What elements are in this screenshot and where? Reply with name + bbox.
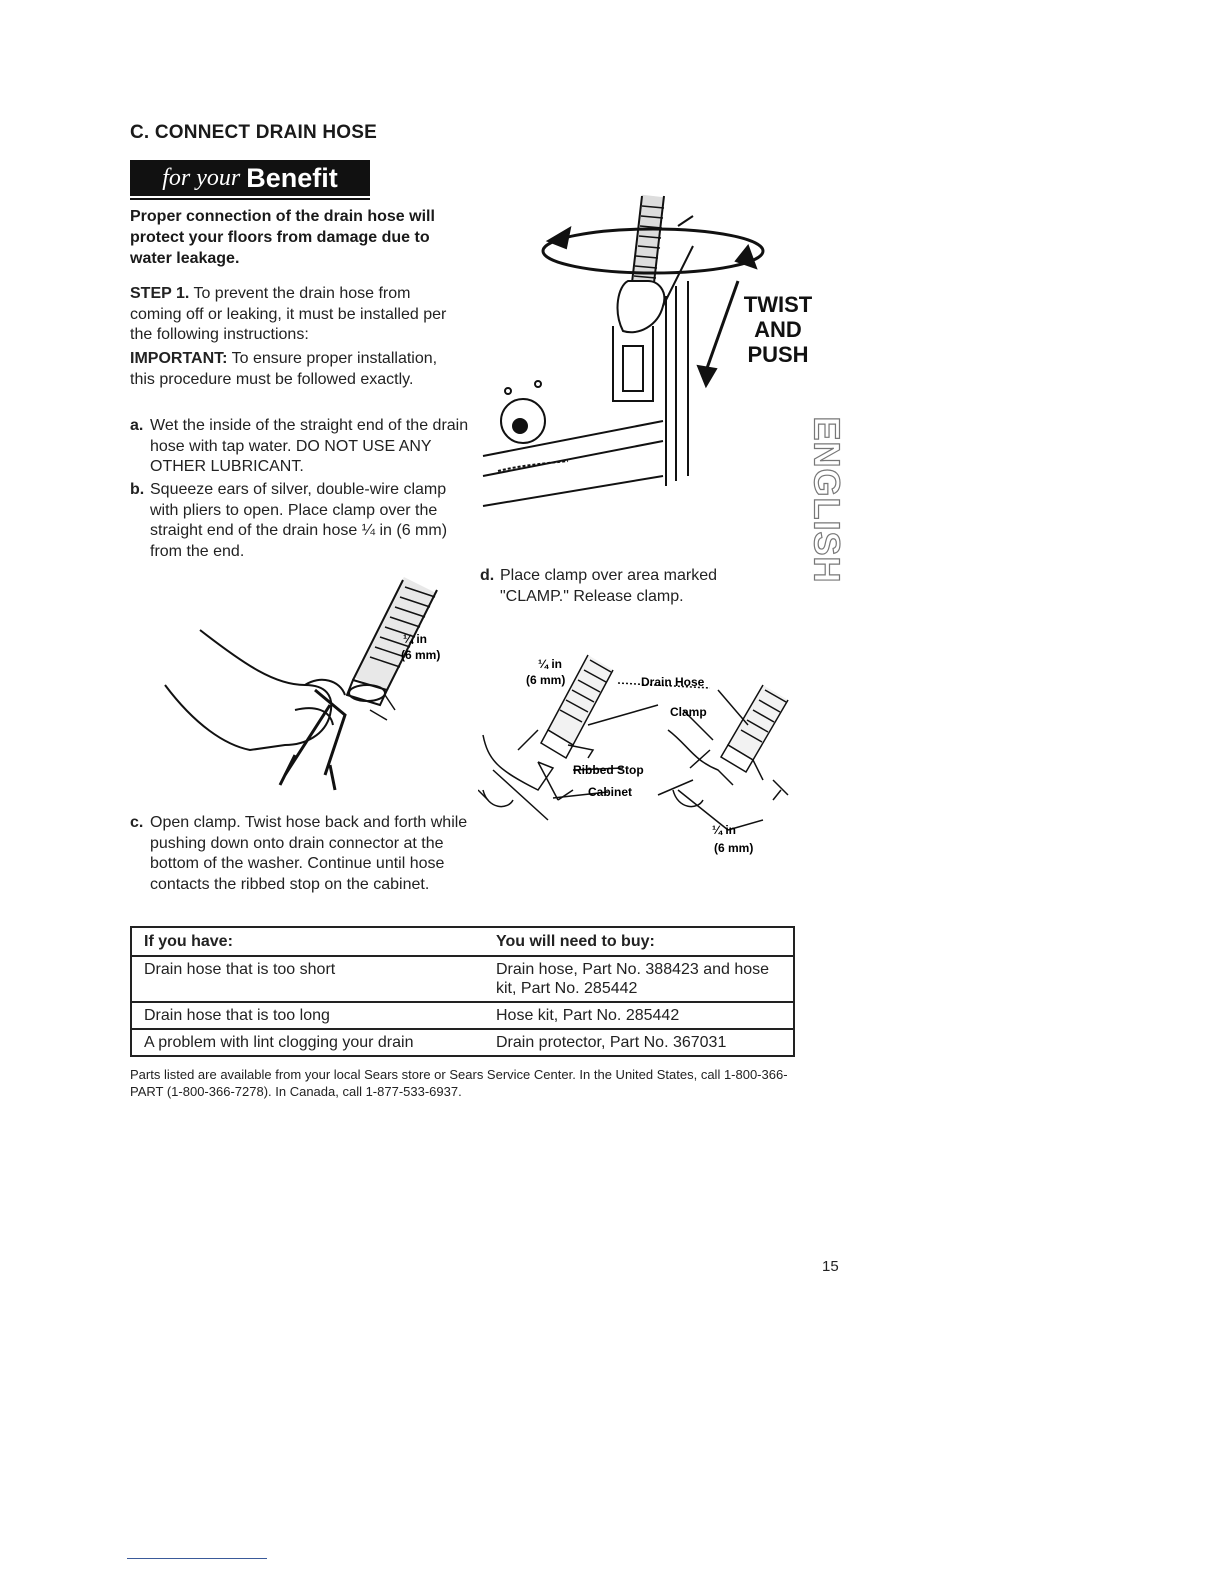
twist-label-line2: AND xyxy=(754,317,802,342)
ribbed-stop-label: Ribbed Stop xyxy=(573,763,644,777)
important-paragraph xyxy=(130,349,460,390)
twist-and-push-label xyxy=(738,292,818,367)
clamp-measure-mm: (6 mm) xyxy=(526,673,566,687)
step1-text: To prevent the drain hose from coming off or leaking, it must be installed per the following instructions: xyxy=(130,285,447,343)
table-header-row xyxy=(131,927,794,956)
instruction-item-c xyxy=(130,813,470,895)
item-a-label: a. xyxy=(130,417,144,434)
twist-label-line3: PUSH xyxy=(747,342,809,367)
page-number: 15 xyxy=(822,1258,839,1275)
side-language-tab xyxy=(806,410,846,590)
benefit-text: Proper connection of the drain hose will protect your floors from damage due to water leakage. xyxy=(130,208,435,267)
table-row xyxy=(131,1002,794,1029)
pliers-clamp-figure xyxy=(155,575,455,805)
section-title: C. CONNECT DRAIN HOSE xyxy=(130,122,377,143)
table-row xyxy=(131,1029,794,1056)
footer-divider xyxy=(127,1558,267,1559)
table-header-need-to-buy: You will need to buy: xyxy=(484,927,794,956)
step1-label: STEP 1. xyxy=(130,285,190,302)
clamp-measure2-in: ¼ in xyxy=(712,823,737,837)
clamp-placement-figure xyxy=(478,650,808,860)
item-b-label: b. xyxy=(130,481,145,498)
benefit-badge-prefix: for your xyxy=(162,164,241,191)
pliers-measure-in: ¼ in xyxy=(403,632,428,646)
benefit-badge xyxy=(130,160,370,196)
important-text: To ensure proper installation, this procedure must be followed exactly. xyxy=(130,350,438,388)
twist-label-line1: TWIST xyxy=(743,292,813,317)
instruction-item-b xyxy=(130,480,470,562)
important-label: IMPORTANT: xyxy=(130,350,228,367)
parts-availability-note: Parts listed are available from your local Sears store or Sears Service Center. In the United States, call 1-800-366-PART (1-800-366-7278). In Canada, call 1-877-533-6937. xyxy=(130,1067,788,1099)
table-cell: Drain hose, Part No. 388423 and hose kit, Part No. 285442 xyxy=(484,956,794,1002)
side-language-label: ENGLISH xyxy=(806,416,848,584)
table-header-if-you-have: If you have: xyxy=(131,927,484,956)
parts-table xyxy=(130,926,795,1057)
step1-paragraph xyxy=(130,284,460,346)
pliers-measure-mm: (6 mm) xyxy=(401,648,441,662)
instruction-item-a xyxy=(130,416,470,478)
benefit-divider xyxy=(130,198,370,200)
clamp-label: Clamp xyxy=(670,705,707,719)
item-d-text: Place clamp over area marked "CLAMP." Release clamp. xyxy=(500,567,717,605)
table-row xyxy=(131,956,794,1002)
table-cell: Drain hose that is too long xyxy=(131,1002,484,1029)
table-cell: Hose kit, Part No. 285442 xyxy=(484,1002,794,1029)
table-cell: Drain protector, Part No. 367031 xyxy=(484,1029,794,1056)
table-cell: Drain hose that is too short xyxy=(131,956,484,1002)
item-b-text: Squeeze ears of silver, double-wire clamp with pliers to open. Place clamp over the straight end of the drain hose ¼ in (6 mm) from the end. xyxy=(150,481,448,560)
item-a-text: Wet the inside of the straight end of the drain hose with tap water. DO NOT USE ANY OTHER LUBRICANT. xyxy=(150,417,469,475)
clamp-measure2-mm: (6 mm) xyxy=(714,841,754,855)
table-cell: A problem with lint clogging your drain xyxy=(131,1029,484,1056)
item-d-label: d. xyxy=(480,567,495,584)
benefit-badge-word: Benefit xyxy=(246,162,338,193)
drain-hose-label: Drain Hose xyxy=(641,675,705,689)
cabinet-label: Cabinet xyxy=(588,785,633,799)
item-c-label: c. xyxy=(130,814,144,831)
instruction-item-d xyxy=(480,566,780,607)
clamp-measure-in: ¼ in xyxy=(538,657,563,671)
item-c-text: Open clamp. Twist hose back and forth while pushing down onto drain connector at the bottom of the washer. Continue until hose contacts the ribbed stop on the cabinet. xyxy=(150,814,468,893)
